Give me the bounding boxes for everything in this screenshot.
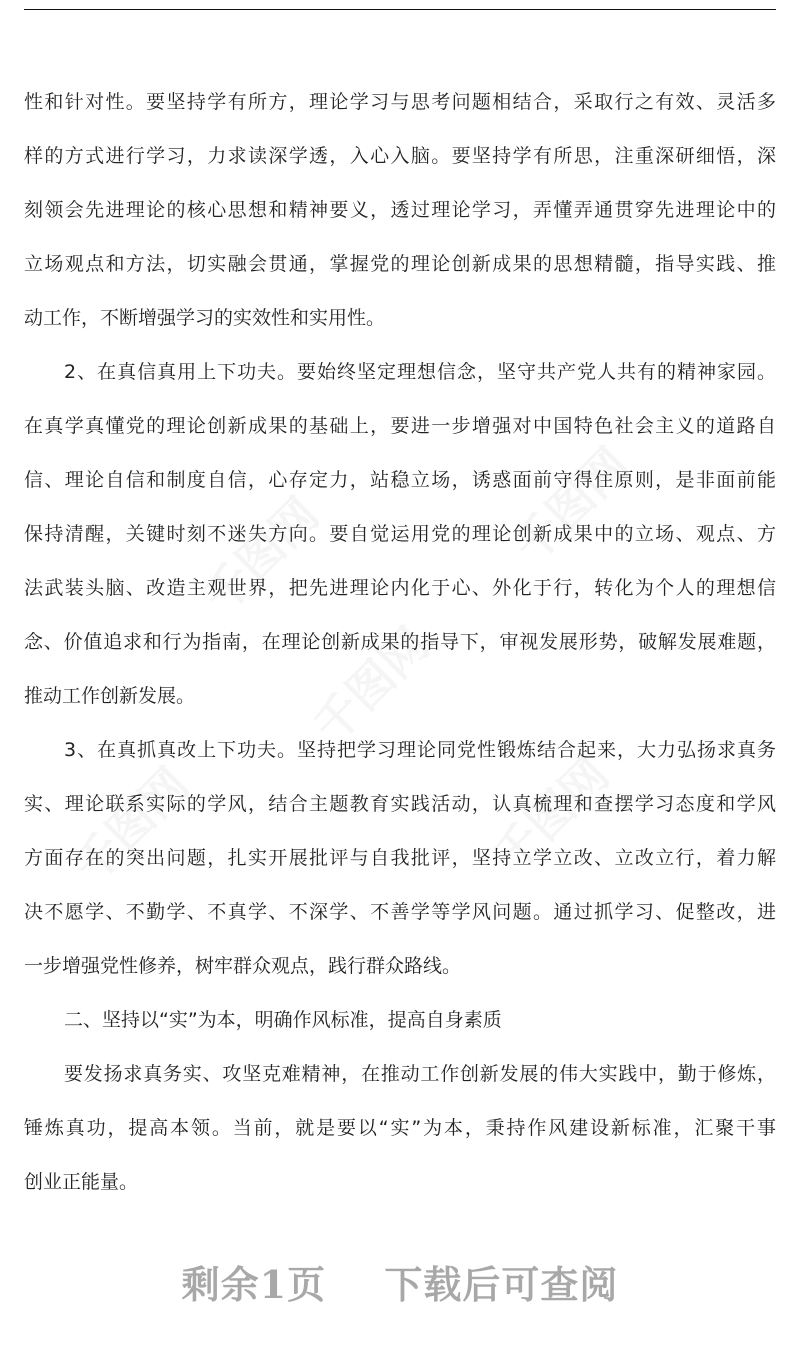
- text-line: 样的方式进行学习，力求读深学透，入心入脑。要坚持学有所思，注重深研细悟，深: [24, 145, 776, 167]
- text-line: 法武装头脑、改造主观世界，把先进理论内化于心、外化于行，转化为个人的理想信: [24, 577, 776, 599]
- text-line: 保持清醒，关键时刻不迷失方向。要自觉运用党的理论创新成果中的立场、观点、方: [24, 523, 776, 545]
- text-line: 在真学真懂党的理论创新成果的基础上，要进一步增强对中国特色社会主义的道路自: [24, 415, 776, 437]
- text-line: 实、理论联系实际的学风，结合主题教育实践活动，认真梳理和查摆学习态度和学风: [24, 793, 776, 815]
- text-line: 刻领会先进理论的核心思想和精神要义，透过理论学习，弄懂弄通贯穿先进理论中的: [24, 199, 776, 221]
- paragraph: [24, 723, 776, 993]
- text-line: 创业正能量。: [24, 1171, 139, 1193]
- watermark: 千图网: [63, 757, 200, 894]
- text-line: 性和针对性。要坚持学有所方，理论学习与思考问题相结合，采取行之有效、灵活多: [24, 91, 776, 113]
- watermark: 千图网: [483, 747, 620, 884]
- text-line: 2、在真信真用上下功夫。要始终坚定理想信念，坚守共产党人共有的精神家园。: [64, 361, 776, 383]
- watermark: 千图网: [193, 487, 330, 624]
- download-prompt[interactable]: [0, 1254, 800, 1309]
- text-line: 念、价值追求和行为指南，在理论创新成果的指导下，审视发展形势，破解发展难题，: [24, 631, 776, 653]
- text-line: 立场观点和方法，切实融会贯通，掌握党的理论创新成果的思想精髓，指导实践、推: [24, 253, 776, 275]
- paragraph: [24, 345, 776, 723]
- section-heading: [24, 993, 776, 1047]
- watermark: 千图网: [303, 617, 440, 754]
- remaining-pages-text: 剩余1页: [181, 1262, 327, 1307]
- text-line: 方面存在的突出问题，扎实开展批评与自我批评，坚持立学立改、立改立行，着力解: [24, 847, 776, 869]
- text-line: 推动工作创新发展。: [24, 685, 196, 707]
- text-line: 一步增强党性修养，树牢群众观点，践行群众路线。: [24, 955, 462, 977]
- text-line: 3、在真抓真改上下功夫。坚持把学习理论同党性锻炼结合起来，大力弘扬求真务: [64, 739, 776, 761]
- paragraph: [24, 75, 776, 345]
- download-to-view-text[interactable]: 下载后可查阅: [384, 1262, 619, 1307]
- text-line: 决不愿学、不勤学、不真学、不深学、不善学等学风问题。通过抓学习、促整改，进: [24, 901, 776, 923]
- text-line: 动工作，不断增强学习的实效性和实用性。: [24, 307, 386, 329]
- paragraph: [24, 1047, 776, 1209]
- watermark: 千图网: [503, 437, 640, 574]
- document-body: [24, 75, 776, 1209]
- top-divider: [24, 9, 776, 10]
- text-line: 要发扬求真务实、攻坚克难精神，在推动工作创新发展的伟大实践中，勤于修炼，: [64, 1063, 776, 1085]
- text-line: 锤炼真功，提高本领。当前，就是要以“实”为本，秉持作风建设新标准，汇聚干事: [24, 1117, 776, 1139]
- text-line: 信、理论自信和制度自信，心存定力，站稳立场，诱惑面前守得住原则，是非面前能: [24, 469, 776, 491]
- text-line: 二、坚持以“实”为本，明确作风标准，提高自身素质: [64, 1009, 502, 1031]
